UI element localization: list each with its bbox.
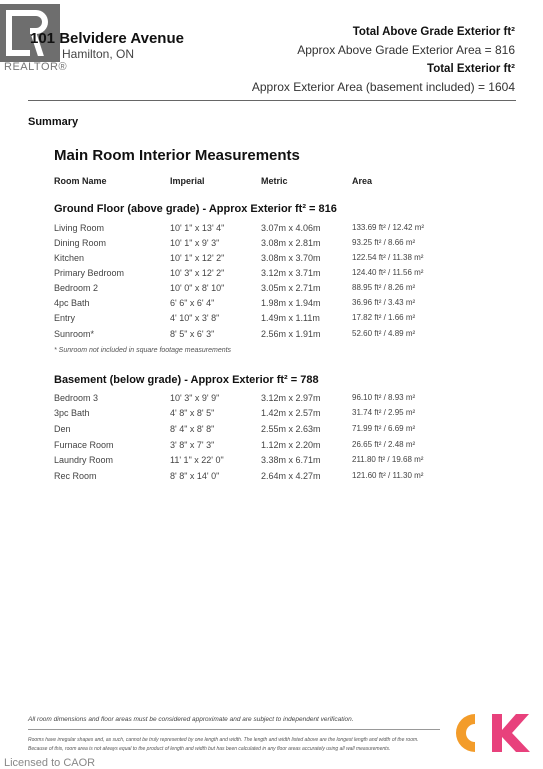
table-row: Kitchen 10' 1" x 12' 2" 3.08m x 3.70m 122.54 ft² / 11.38 m² [54,253,424,263]
header-divider [28,100,516,101]
table-row: Living Room 10' 1" x 13' 4" 3.07m x 4.06m 133.69 ft² / 12.42 m² [54,223,425,233]
ck-logo-icon [452,710,532,756]
table-row: Bedroom 2 10' 0" x 8' 10" 3.05m x 2.71m 88.95 ft² / 8.26 m² [54,283,416,293]
table-row: Sunroom* 8' 5" x 6' 3" 2.56m x 1.91m 52.60 ft² / 4.89 m² [54,329,416,339]
realtor-label: REALTOR® [4,61,68,73]
total-exterior-title: Total Exterior ft² [427,63,515,75]
table-row: Dining Room 10' 1" x 9' 3" 3.08m x 2.81m 93.25 ft² / 8.66 m² [54,238,416,248]
table-row: Laundry Room 11' 1" x 22' 0" 3.38m x 6.71m 211.80 ft² / 19.68 m² [54,455,424,465]
footer-fine-print-1: Rooms have irregular shapes and, as such, cannot be truly represented by one length and width. The length and width listed above are the longest length and width of the room. [28,737,419,743]
total-exterior-value: Approx Exterior Area (basement included) = 1604 [251,80,515,94]
summary-label: Summary [28,116,79,128]
table-row: Rec Room 8' 8" x 14' 0" 2.64m x 4.27m 121.60 ft² / 11.30 m² [54,471,424,481]
licensed-to-label: Licensed to CAOR [4,757,96,769]
sunroom-note: * Sunroom not included in square footage measurements [54,347,232,354]
main-title: Main Room Interior Measurements [54,147,300,164]
table-row: Entry 4' 10" x 3' 8" 1.49m x 1.11m 17.82 ft² / 1.66 m² [54,313,416,323]
col-area: Area [352,176,373,186]
table-row: Furnace Room 3' 8" x 7' 3" 1.12m x 2.20m 26.65 ft² / 2.48 m² [54,440,416,450]
table-row: Den 8' 4" x 8' 8" 2.55m x 2.63m 71.99 ft² / 6.69 m² [54,424,416,434]
footer-disclaimer: All room dimensions and floor areas must be considered approximate and are subject to independent verification. [28,716,354,723]
property-city: Hamilton, ON [62,47,135,61]
col-imperial: Imperial [170,176,205,186]
table-row: Bedroom 3 10' 3" x 9' 9" 3.12m x 2.97m 96.10 ft² / 8.93 m² [54,393,416,403]
ground-floor-title: Ground Floor (above grade) - Approx Exterior ft² = 816 [54,203,337,215]
col-metric: Metric [261,176,288,186]
above-grade-title: Total Above Grade Exterior ft² [352,26,515,38]
col-room-name: Room Name [54,176,107,186]
table-row: 4pc Bath 6' 6" x 6' 4" 1.98m x 1.94m 36.96 ft² / 3.43 m² [54,298,416,308]
table-row: 3pc Bath 4' 8" x 8' 5" 1.42m x 2.57m 31.74 ft² / 2.95 m² [54,408,416,418]
basement-title: Basement (below grade) - Approx Exterior ft² = 788 [54,374,319,386]
above-grade-value: Approx Above Grade Exterior Area = 816 [297,43,515,57]
footer-fine-print-2: Because of this, room area is not always equal to the product of length and width but has been calculated in any floor areas accurately using all wall measurements. [28,746,391,752]
property-address: 101 Belvidere Avenue [30,30,184,47]
table-row: Primary Bedroom 10' 3" x 12' 2" 3.12m x 3.71m 124.40 ft² / 11.56 m² [54,268,424,278]
footer-divider [28,729,440,730]
